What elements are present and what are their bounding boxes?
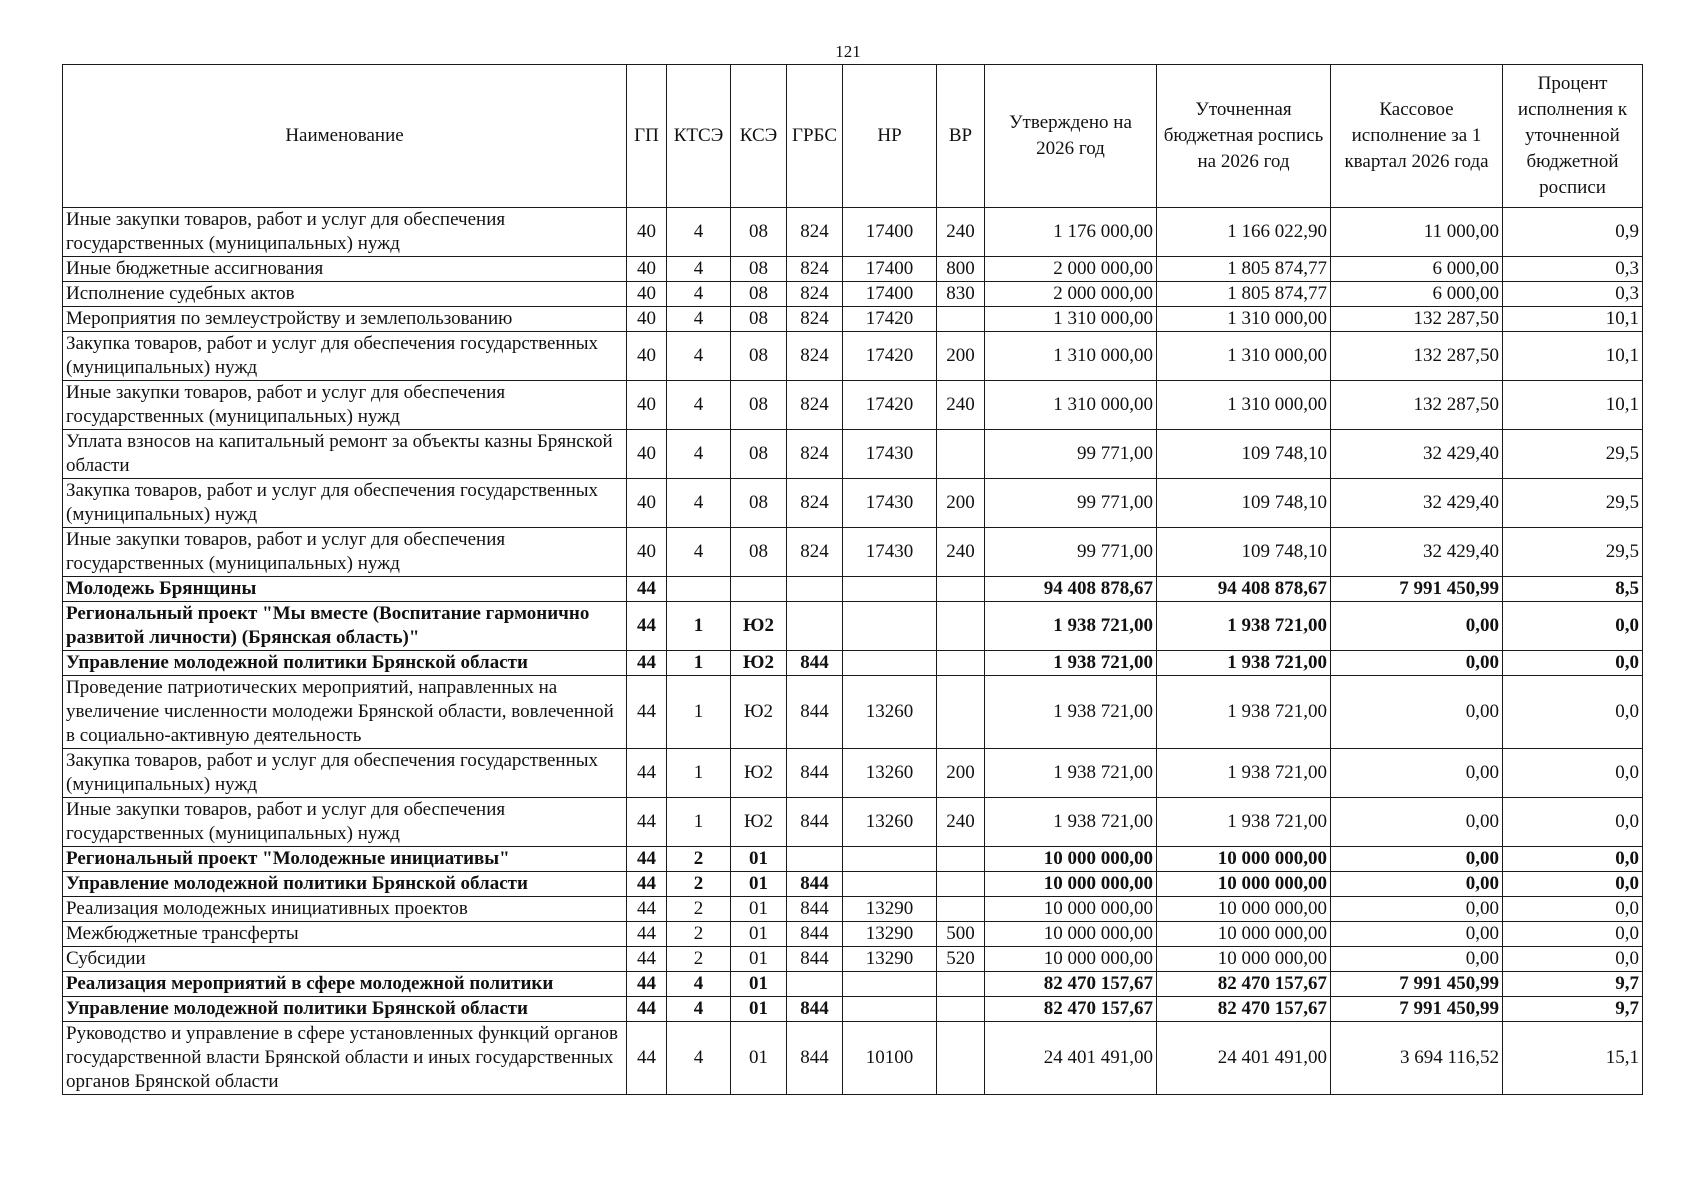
- cell-name: Региональный проект "Молодежные инициативы": [63, 847, 627, 872]
- cell-kse: 08: [731, 257, 787, 282]
- cell-kse: 08: [731, 430, 787, 479]
- cell-cash: 7 991 450,99: [1331, 972, 1503, 997]
- cell-grbs: 824: [787, 479, 843, 528]
- cell-gp: 44: [627, 947, 667, 972]
- cell-ktse: 4: [667, 282, 731, 307]
- cell-kse: 01: [731, 872, 787, 897]
- cell-refined: 109 748,10: [1157, 528, 1331, 577]
- cell-nr: 13290: [843, 922, 937, 947]
- cell-refined: 82 470 157,67: [1157, 972, 1331, 997]
- cell-grbs: 844: [787, 897, 843, 922]
- cell-name: Управление молодежной политики Брянской области: [63, 997, 627, 1022]
- cell-nr: [843, 972, 937, 997]
- cell-gp: 44: [627, 872, 667, 897]
- cell-nr: [843, 872, 937, 897]
- table-row: [63, 602, 1643, 651]
- cell-name: Уплата взносов на капитальный ремонт за объекты казны Брянской области: [63, 430, 627, 479]
- cell-nr: 17430: [843, 479, 937, 528]
- table-row: [63, 676, 1643, 749]
- table-row: [63, 749, 1643, 798]
- table-row: [63, 798, 1643, 847]
- cell-refined: 94 408 878,67: [1157, 577, 1331, 602]
- cell-vr: 240: [937, 528, 985, 577]
- cell-name: Проведение патриотических мероприятий, направленных на увеличение численности молодежи Брянской области, вовлеченной в социально-активную деятельность: [63, 676, 627, 749]
- cell-ktse: 4: [667, 381, 731, 430]
- cell-grbs: 824: [787, 257, 843, 282]
- cell-approved: 2 000 000,00: [985, 257, 1157, 282]
- cell-vr: [937, 676, 985, 749]
- cell-ktse: 1: [667, 798, 731, 847]
- table-row: [63, 847, 1643, 872]
- cell-ktse: 1: [667, 749, 731, 798]
- cell-refined: 1 938 721,00: [1157, 651, 1331, 676]
- cell-name: Исполнение судебных актов: [63, 282, 627, 307]
- cell-percent: 0,9: [1503, 208, 1643, 257]
- cell-cash: 32 429,40: [1331, 479, 1503, 528]
- cell-nr: [843, 577, 937, 602]
- cell-grbs: 824: [787, 282, 843, 307]
- cell-approved: 1 176 000,00: [985, 208, 1157, 257]
- header-cash: Кассовое исполнение за 1 квартал 2026 года: [1331, 65, 1503, 208]
- table-row: [63, 208, 1643, 257]
- cell-refined: 1 310 000,00: [1157, 307, 1331, 332]
- cell-grbs: 844: [787, 651, 843, 676]
- cell-nr: 17400: [843, 282, 937, 307]
- cell-name: Управление молодежной политики Брянской области: [63, 872, 627, 897]
- cell-vr: 240: [937, 798, 985, 847]
- cell-gp: 44: [627, 997, 667, 1022]
- cell-gp: 44: [627, 602, 667, 651]
- cell-approved: 82 470 157,67: [985, 972, 1157, 997]
- cell-vr: 240: [937, 381, 985, 430]
- cell-approved: 2 000 000,00: [985, 282, 1157, 307]
- cell-approved: 99 771,00: [985, 479, 1157, 528]
- cell-percent: 9,7: [1503, 997, 1643, 1022]
- cell-kse: 08: [731, 381, 787, 430]
- cell-approved: 1 938 721,00: [985, 798, 1157, 847]
- table-row: [63, 947, 1643, 972]
- cell-percent: 10,1: [1503, 381, 1643, 430]
- cell-gp: 40: [627, 307, 667, 332]
- cell-percent: 0,3: [1503, 282, 1643, 307]
- cell-vr: [937, 430, 985, 479]
- cell-vr: 200: [937, 332, 985, 381]
- cell-percent: 0,0: [1503, 847, 1643, 872]
- cell-cash: 0,00: [1331, 798, 1503, 847]
- cell-approved: 1 938 721,00: [985, 602, 1157, 651]
- cell-percent: 0,0: [1503, 798, 1643, 847]
- cell-vr: 800: [937, 257, 985, 282]
- cell-grbs: 844: [787, 1022, 843, 1095]
- header-percent: Процент исполнения к уточненной бюджетной росписи: [1503, 65, 1643, 208]
- cell-name: Закупка товаров, работ и услуг для обеспечения государственных (муниципальных) нужд: [63, 749, 627, 798]
- cell-refined: 10 000 000,00: [1157, 847, 1331, 872]
- cell-grbs: [787, 577, 843, 602]
- cell-percent: 0,3: [1503, 257, 1643, 282]
- cell-vr: 200: [937, 479, 985, 528]
- cell-cash: 0,00: [1331, 872, 1503, 897]
- cell-cash: 32 429,40: [1331, 430, 1503, 479]
- cell-cash: 132 287,50: [1331, 381, 1503, 430]
- cell-name: Иные закупки товаров, работ и услуг для обеспечения государственных (муниципальных) нужд: [63, 208, 627, 257]
- cell-refined: 10 000 000,00: [1157, 872, 1331, 897]
- cell-approved: 10 000 000,00: [985, 922, 1157, 947]
- cell-gp: 40: [627, 528, 667, 577]
- cell-gp: 44: [627, 922, 667, 947]
- cell-nr: 17400: [843, 257, 937, 282]
- cell-grbs: 844: [787, 749, 843, 798]
- cell-percent: 9,7: [1503, 972, 1643, 997]
- cell-ktse: 4: [667, 257, 731, 282]
- cell-ktse: 2: [667, 922, 731, 947]
- cell-nr: 13260: [843, 749, 937, 798]
- table-row: [63, 872, 1643, 897]
- cell-percent: 15,1: [1503, 1022, 1643, 1095]
- header-refined: Уточненная бюджетная роспись на 2026 год: [1157, 65, 1331, 208]
- cell-nr: 17430: [843, 430, 937, 479]
- cell-ktse: 1: [667, 651, 731, 676]
- cell-percent: 0,0: [1503, 676, 1643, 749]
- cell-percent: 29,5: [1503, 430, 1643, 479]
- cell-ktse: 4: [667, 972, 731, 997]
- cell-kse: 08: [731, 208, 787, 257]
- cell-gp: 44: [627, 972, 667, 997]
- cell-name: Закупка товаров, работ и услуг для обеспечения государственных (муниципальных) нужд: [63, 479, 627, 528]
- cell-cash: 0,00: [1331, 847, 1503, 872]
- cell-kse: Ю2: [731, 749, 787, 798]
- cell-kse: 08: [731, 282, 787, 307]
- cell-kse: 08: [731, 332, 787, 381]
- cell-cash: 3 694 116,52: [1331, 1022, 1503, 1095]
- cell-percent: 10,1: [1503, 332, 1643, 381]
- cell-grbs: 824: [787, 528, 843, 577]
- cell-cash: 0,00: [1331, 947, 1503, 972]
- header-nr: НР: [843, 65, 937, 208]
- cell-vr: [937, 602, 985, 651]
- cell-ktse: 4: [667, 307, 731, 332]
- header-approved: Утверждено на 2026 год: [985, 65, 1157, 208]
- cell-refined: 1 310 000,00: [1157, 332, 1331, 381]
- cell-refined: 10 000 000,00: [1157, 947, 1331, 972]
- table-row: [63, 307, 1643, 332]
- cell-kse: 08: [731, 528, 787, 577]
- table-row: [63, 997, 1643, 1022]
- cell-name: Региональный проект "Мы вместе (Воспитание гармонично развитой личности) (Брянская область)": [63, 602, 627, 651]
- cell-approved: 1 938 721,00: [985, 676, 1157, 749]
- cell-cash: 7 991 450,99: [1331, 997, 1503, 1022]
- cell-ktse: [667, 577, 731, 602]
- cell-cash: 6 000,00: [1331, 282, 1503, 307]
- cell-refined: 1 938 721,00: [1157, 676, 1331, 749]
- cell-name: Субсидии: [63, 947, 627, 972]
- cell-ktse: 4: [667, 430, 731, 479]
- cell-approved: 24 401 491,00: [985, 1022, 1157, 1095]
- cell-name: Иные закупки товаров, работ и услуг для обеспечения государственных (муниципальных) нужд: [63, 798, 627, 847]
- cell-grbs: 824: [787, 208, 843, 257]
- cell-refined: 109 748,10: [1157, 479, 1331, 528]
- cell-name: Руководство и управление в сфере установленных функций органов государственной власти Брянской области и иных государственных органов Брянской области: [63, 1022, 627, 1095]
- cell-name: Иные бюджетные ассигнования: [63, 257, 627, 282]
- cell-grbs: 844: [787, 676, 843, 749]
- table-row: [63, 528, 1643, 577]
- cell-refined: 10 000 000,00: [1157, 922, 1331, 947]
- table-row: [63, 922, 1643, 947]
- cell-nr: 17420: [843, 332, 937, 381]
- cell-vr: 500: [937, 922, 985, 947]
- cell-ktse: 2: [667, 872, 731, 897]
- cell-name: Молодежь Брянщины: [63, 577, 627, 602]
- cell-ktse: 2: [667, 947, 731, 972]
- cell-gp: 40: [627, 381, 667, 430]
- cell-vr: [937, 972, 985, 997]
- cell-approved: 1 310 000,00: [985, 381, 1157, 430]
- table-row: [63, 651, 1643, 676]
- cell-vr: 200: [937, 749, 985, 798]
- table-header-row: [63, 65, 1643, 208]
- cell-approved: 94 408 878,67: [985, 577, 1157, 602]
- cell-ktse: 2: [667, 897, 731, 922]
- cell-nr: 13260: [843, 798, 937, 847]
- cell-grbs: 844: [787, 872, 843, 897]
- cell-cash: 32 429,40: [1331, 528, 1503, 577]
- cell-approved: 10 000 000,00: [985, 897, 1157, 922]
- cell-cash: 0,00: [1331, 922, 1503, 947]
- cell-nr: 17430: [843, 528, 937, 577]
- cell-percent: 0,0: [1503, 922, 1643, 947]
- cell-cash: 0,00: [1331, 602, 1503, 651]
- cell-kse: 01: [731, 897, 787, 922]
- cell-nr: 10100: [843, 1022, 937, 1095]
- cell-cash: 7 991 450,99: [1331, 577, 1503, 602]
- table-row: [63, 430, 1643, 479]
- cell-percent: 10,1: [1503, 307, 1643, 332]
- cell-kse: Ю2: [731, 676, 787, 749]
- cell-approved: 99 771,00: [985, 430, 1157, 479]
- cell-gp: 44: [627, 577, 667, 602]
- cell-refined: 1 938 721,00: [1157, 798, 1331, 847]
- cell-kse: Ю2: [731, 602, 787, 651]
- cell-nr: [843, 651, 937, 676]
- cell-vr: [937, 872, 985, 897]
- cell-approved: 1 938 721,00: [985, 749, 1157, 798]
- cell-gp: 44: [627, 1022, 667, 1095]
- table-row: [63, 257, 1643, 282]
- cell-vr: [937, 847, 985, 872]
- header-grbs: ГРБС: [787, 65, 843, 208]
- cell-grbs: 844: [787, 798, 843, 847]
- cell-gp: 40: [627, 479, 667, 528]
- cell-refined: 1 310 000,00: [1157, 381, 1331, 430]
- cell-grbs: 824: [787, 307, 843, 332]
- cell-gp: 44: [627, 798, 667, 847]
- cell-nr: 17420: [843, 307, 937, 332]
- cell-vr: [937, 997, 985, 1022]
- cell-refined: 1 166 022,90: [1157, 208, 1331, 257]
- cell-name: Межбюджетные трансферты: [63, 922, 627, 947]
- table-body: [63, 208, 1643, 1095]
- cell-name: Закупка товаров, работ и услуг для обеспечения государственных (муниципальных) нужд: [63, 332, 627, 381]
- budget-table: [62, 64, 1643, 1095]
- cell-gp: 44: [627, 847, 667, 872]
- cell-gp: 40: [627, 332, 667, 381]
- cell-nr: [843, 602, 937, 651]
- cell-vr: [937, 651, 985, 676]
- cell-ktse: 1: [667, 676, 731, 749]
- cell-approved: 1 310 000,00: [985, 332, 1157, 381]
- cell-grbs: [787, 847, 843, 872]
- cell-kse: 01: [731, 947, 787, 972]
- cell-gp: 40: [627, 282, 667, 307]
- table-row: [63, 972, 1643, 997]
- cell-kse: 08: [731, 479, 787, 528]
- cell-gp: 44: [627, 897, 667, 922]
- cell-name: Иные закупки товаров, работ и услуг для обеспечения государственных (муниципальных) нужд: [63, 528, 627, 577]
- cell-percent: 0,0: [1503, 749, 1643, 798]
- cell-cash: 132 287,50: [1331, 332, 1503, 381]
- cell-approved: 1 310 000,00: [985, 307, 1157, 332]
- header-kse: КСЭ: [731, 65, 787, 208]
- cell-kse: 01: [731, 847, 787, 872]
- cell-approved: 82 470 157,67: [985, 997, 1157, 1022]
- cell-approved: 10 000 000,00: [985, 947, 1157, 972]
- cell-cash: 6 000,00: [1331, 257, 1503, 282]
- cell-name: Управление молодежной политики Брянской области: [63, 651, 627, 676]
- cell-approved: 1 938 721,00: [985, 651, 1157, 676]
- cell-grbs: 824: [787, 430, 843, 479]
- cell-cash: 0,00: [1331, 897, 1503, 922]
- cell-cash: 132 287,50: [1331, 307, 1503, 332]
- cell-cash: 0,00: [1331, 749, 1503, 798]
- cell-vr: [937, 307, 985, 332]
- header-vr: ВР: [937, 65, 985, 208]
- cell-name: Мероприятия по землеустройству и землепользованию: [63, 307, 627, 332]
- cell-vr: [937, 577, 985, 602]
- cell-refined: 1 938 721,00: [1157, 602, 1331, 651]
- cell-gp: 44: [627, 749, 667, 798]
- cell-grbs: 824: [787, 381, 843, 430]
- cell-name: Иные закупки товаров, работ и услуг для обеспечения государственных (муниципальных) нужд: [63, 381, 627, 430]
- cell-refined: 109 748,10: [1157, 430, 1331, 479]
- cell-kse: Ю2: [731, 798, 787, 847]
- cell-percent: 0,0: [1503, 947, 1643, 972]
- header-gp: ГП: [627, 65, 667, 208]
- cell-nr: 13260: [843, 676, 937, 749]
- table-row: [63, 577, 1643, 602]
- table-row: [63, 282, 1643, 307]
- cell-cash: 0,00: [1331, 651, 1503, 676]
- cell-ktse: 4: [667, 332, 731, 381]
- cell-approved: 99 771,00: [985, 528, 1157, 577]
- cell-kse: 01: [731, 972, 787, 997]
- page-number: 121: [835, 42, 861, 61]
- cell-grbs: 824: [787, 332, 843, 381]
- cell-gp: 44: [627, 676, 667, 749]
- cell-grbs: [787, 602, 843, 651]
- cell-gp: 40: [627, 430, 667, 479]
- cell-percent: 0,0: [1503, 872, 1643, 897]
- cell-ktse: 4: [667, 997, 731, 1022]
- cell-kse: [731, 577, 787, 602]
- table-row: [63, 479, 1643, 528]
- cell-refined: 1 805 874,77: [1157, 257, 1331, 282]
- cell-refined: 1 805 874,77: [1157, 282, 1331, 307]
- cell-ktse: 2: [667, 847, 731, 872]
- cell-ktse: 1: [667, 602, 731, 651]
- cell-grbs: 844: [787, 997, 843, 1022]
- cell-refined: 10 000 000,00: [1157, 897, 1331, 922]
- cell-refined: 1 938 721,00: [1157, 749, 1331, 798]
- table-row: [63, 897, 1643, 922]
- cell-grbs: 844: [787, 947, 843, 972]
- header-name: Наименование: [63, 65, 627, 208]
- cell-cash: 0,00: [1331, 676, 1503, 749]
- cell-percent: 29,5: [1503, 528, 1643, 577]
- cell-nr: 17420: [843, 381, 937, 430]
- cell-ktse: 4: [667, 479, 731, 528]
- header-ktse: КТСЭ: [667, 65, 731, 208]
- cell-kse: 01: [731, 1022, 787, 1095]
- cell-ktse: 4: [667, 528, 731, 577]
- cell-vr: 240: [937, 208, 985, 257]
- cell-vr: 830: [937, 282, 985, 307]
- cell-nr: [843, 847, 937, 872]
- cell-percent: 0,0: [1503, 897, 1643, 922]
- cell-kse: 01: [731, 922, 787, 947]
- cell-vr: [937, 897, 985, 922]
- cell-ktse: 4: [667, 1022, 731, 1095]
- cell-refined: 82 470 157,67: [1157, 997, 1331, 1022]
- cell-gp: 40: [627, 257, 667, 282]
- cell-gp: 44: [627, 651, 667, 676]
- cell-kse: 01: [731, 997, 787, 1022]
- cell-percent: 0,0: [1503, 602, 1643, 651]
- cell-refined: 24 401 491,00: [1157, 1022, 1331, 1095]
- cell-approved: 10 000 000,00: [985, 847, 1157, 872]
- cell-grbs: 844: [787, 922, 843, 947]
- cell-approved: 10 000 000,00: [985, 872, 1157, 897]
- table-row: [63, 1022, 1643, 1095]
- cell-percent: 29,5: [1503, 479, 1643, 528]
- cell-cash: 11 000,00: [1331, 208, 1503, 257]
- cell-kse: Ю2: [731, 651, 787, 676]
- cell-percent: 0,0: [1503, 651, 1643, 676]
- cell-grbs: [787, 972, 843, 997]
- cell-gp: 40: [627, 208, 667, 257]
- cell-ktse: 4: [667, 208, 731, 257]
- cell-vr: [937, 1022, 985, 1095]
- cell-nr: [843, 997, 937, 1022]
- cell-kse: 08: [731, 307, 787, 332]
- cell-nr: 17400: [843, 208, 937, 257]
- cell-vr: 520: [937, 947, 985, 972]
- table-row: [63, 381, 1643, 430]
- cell-name: Реализация молодежных инициативных проектов: [63, 897, 627, 922]
- cell-name: Реализация мероприятий в сфере молодежной политики: [63, 972, 627, 997]
- cell-nr: 13290: [843, 897, 937, 922]
- cell-nr: 13290: [843, 947, 937, 972]
- table-row: [63, 332, 1643, 381]
- cell-percent: 8,5: [1503, 577, 1643, 602]
